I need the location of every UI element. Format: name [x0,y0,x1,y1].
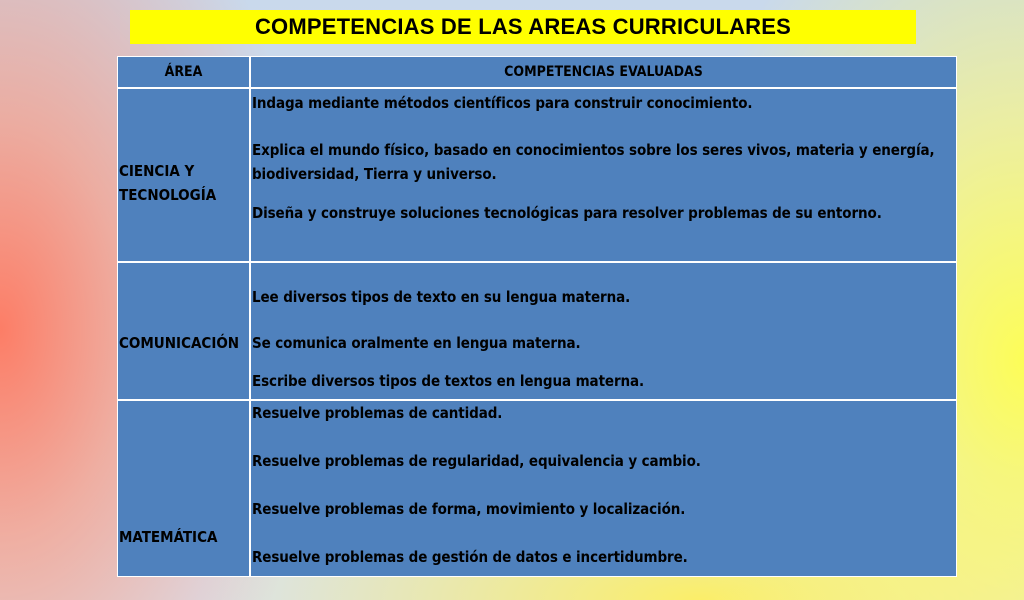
table-row [118,261,956,399]
competencia-item: Resuelve problemas de gestión de datos e incertidumbre. [252,548,688,566]
area-cell [118,263,251,399]
competencies-table [117,56,957,577]
competencia-item: Escribe diversos tipos de textos en lengua materna. [252,372,645,390]
area-name: COMUNICACIÓN [119,334,240,352]
header-area-label: ÁREA [164,64,203,80]
competencias-cell [251,263,956,399]
header-cell-area [118,57,251,87]
competencias-cell [251,401,956,577]
competencia-item: Diseña y construye soluciones tecnológicas para resolver problemas de su entorno. [252,204,882,222]
competencias-cell [251,89,956,261]
competencia-item: Resuelve problemas de forma, movimiento y localización. [252,500,686,518]
competencia-item: Se comunica oralmente en lengua materna. [252,334,581,352]
table-row [118,399,956,577]
area-cell [118,401,251,577]
header-cell-competencias [251,57,956,87]
page-title: COMPETENCIAS DE LAS AREAS CURRICULARES [130,10,916,44]
header-competencias-label: COMPETENCIAS EVALUADAS [504,64,703,80]
competencia-item: Explica el mundo físico, basado en conocimientos sobre los seres vivos, materia y energía, biodiversidad, Tierra y universo. [252,141,935,183]
table-row [118,87,956,261]
competencia-item: Indaga mediante métodos científicos para construir conocimiento. [252,94,753,112]
area-name: MATEMÁTICA [119,528,218,546]
area-cell [118,89,251,261]
competencia-item: Lee diversos tipos de texto en su lengua materna. [252,288,631,306]
area-name: CIENCIA Y TECNOLOGÍA [119,162,217,204]
table-header-row [118,57,956,87]
competencia-item: Resuelve problemas de cantidad. [252,404,503,422]
competencia-item: Resuelve problemas de regularidad, equivalencia y cambio. [252,452,701,470]
